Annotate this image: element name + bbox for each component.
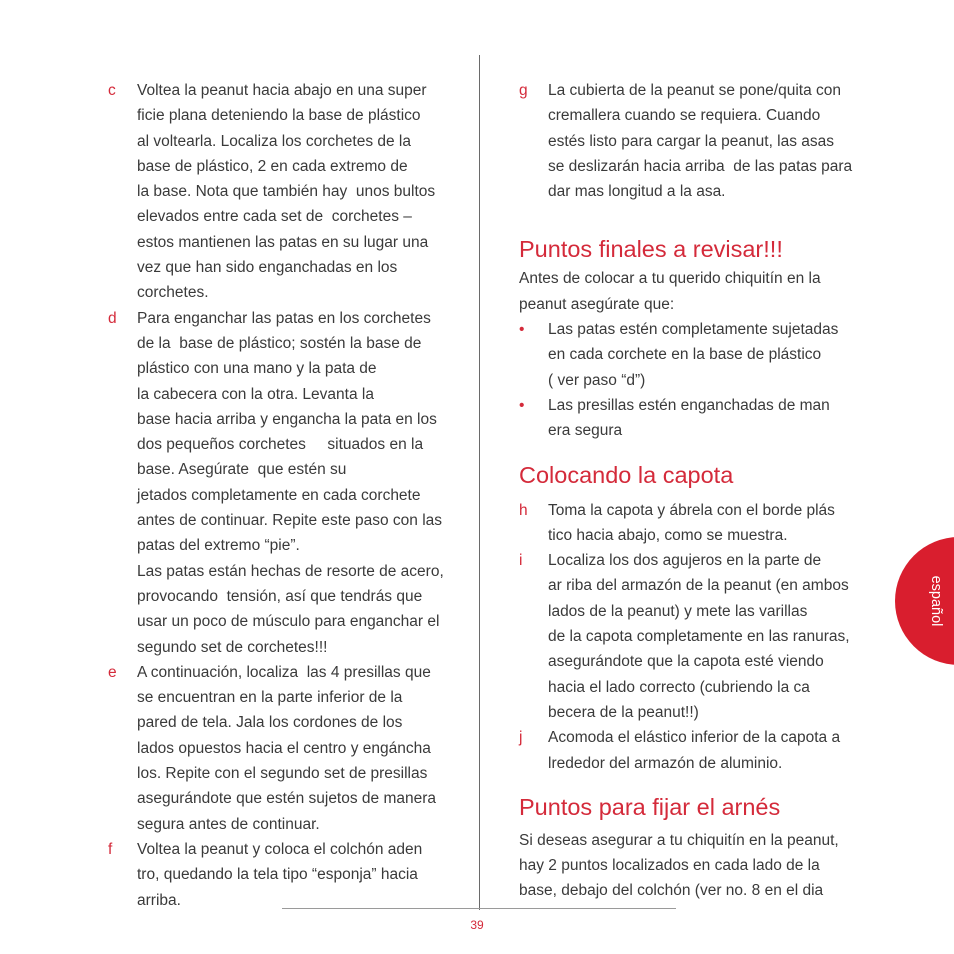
text-line: base, debajo del colchón (ver no. 8 en el dia bbox=[519, 882, 824, 900]
text-line: Toma la capota y ábrela con el borde plás bbox=[548, 501, 835, 519]
text-line: de la capota completamente en las ranuras, bbox=[548, 628, 850, 646]
text-line: cremallera cuando se requiera. Cuando bbox=[548, 107, 821, 125]
bullet-marker: • bbox=[519, 321, 525, 339]
step-marker: d bbox=[108, 309, 117, 327]
step-g bbox=[519, 78, 869, 204]
text-line: becera de la peanut!!) bbox=[548, 703, 699, 721]
step-c bbox=[108, 78, 458, 306]
text-line: hay 2 puntos localizados en cada lado de la bbox=[519, 857, 820, 875]
text-line: Acomoda el elástico inferior de la capota a bbox=[548, 729, 841, 747]
text-line: lados opuestos hacia el centro y engáncha bbox=[137, 739, 431, 757]
left-column bbox=[108, 78, 458, 913]
step-marker: f bbox=[108, 840, 113, 858]
language-tab-label: español bbox=[928, 575, 944, 627]
step-marker: e bbox=[108, 663, 117, 681]
text-line: era segura bbox=[548, 422, 623, 440]
column-divider bbox=[479, 55, 480, 910]
text-line: usar un poco de músculo para enganchar el bbox=[137, 613, 440, 631]
text-line: arriba. bbox=[137, 891, 181, 909]
language-tab bbox=[895, 537, 954, 665]
text-line: ar riba del armazón de la peanut (en ambos bbox=[548, 577, 849, 595]
text-line: Localiza los dos agujeros en la parte de bbox=[548, 552, 822, 570]
page-number: 39 bbox=[470, 918, 484, 932]
text-line: la cabecera con la otra. Levanta la bbox=[137, 385, 374, 403]
step-e bbox=[108, 660, 458, 837]
section-intro bbox=[519, 828, 869, 904]
step-marker: g bbox=[519, 82, 528, 99]
text-line: dar mas longitud a la asa. bbox=[548, 183, 726, 201]
text-line: lrededor del armazón de aluminio. bbox=[548, 754, 783, 772]
text-line: se deslizarán hacia arriba de las patas para bbox=[548, 157, 853, 175]
text-line: corchetes. bbox=[137, 284, 209, 302]
text-line: asegurándote que la capota esté viendo bbox=[548, 653, 824, 671]
right-column bbox=[519, 78, 869, 904]
step-f bbox=[108, 837, 458, 913]
text-line: se encuentran en la parte inferior de la bbox=[137, 689, 403, 707]
text-line: al voltearla. Localiza los corchetes de la bbox=[137, 132, 411, 150]
text-line: Antes de colocar a tu querido chiquitín en la bbox=[519, 270, 821, 288]
bullet-item bbox=[519, 393, 869, 444]
text-line: segundo set de corchetes!!! bbox=[137, 638, 328, 656]
text-line: plástico con una mano y la pata de bbox=[137, 360, 377, 378]
step-j bbox=[519, 725, 869, 776]
text-line: estés listo para cargar la peanut, las asas bbox=[548, 132, 835, 150]
step-marker: i bbox=[519, 552, 523, 570]
step-h bbox=[519, 498, 869, 549]
section-heading-final-checks: Puntos finales a revisar!!! bbox=[519, 236, 783, 263]
text-line: los. Repite con el segundo set de presillas bbox=[137, 765, 428, 783]
text-line: lados de la peanut) y mete las varillas bbox=[548, 602, 808, 620]
text-line: antes de continuar. Repite este paso con las bbox=[137, 512, 443, 530]
text-line: tico hacia abajo, como se muestra. bbox=[548, 526, 788, 544]
text-line: pared de tela. Jala los cordones de los bbox=[137, 714, 403, 732]
text-line: Las patas están hechas de resorte de acero, bbox=[137, 562, 444, 580]
text-line: elevados entre cada set de corchetes – bbox=[137, 208, 412, 226]
text-line: vez que han sido enganchadas en los bbox=[137, 259, 398, 277]
section-heading-canopy: Colocando la capota bbox=[519, 461, 734, 488]
text-line: tro, quedando la tela tipo “esponja” hacia bbox=[137, 866, 418, 884]
section-heading-harness: Puntos para fijar el arnés bbox=[519, 793, 781, 820]
step-d bbox=[108, 306, 458, 660]
text-line: provocando tensión, así que tendrás que bbox=[137, 587, 423, 605]
step-marker: h bbox=[519, 501, 528, 519]
text-line: segura antes de continuar. bbox=[137, 815, 320, 833]
text-line: Voltea la peanut hacia abajo en una super bbox=[137, 82, 427, 99]
text-line: La cubierta de la peanut se pone/quita con bbox=[548, 82, 842, 99]
text-line: base hacia arriba y engancha la pata en los bbox=[137, 410, 437, 428]
bullet-marker: • bbox=[519, 396, 525, 414]
text-line: de la base de plástico; sostén la base de bbox=[137, 334, 422, 352]
step-marker: c bbox=[108, 82, 116, 99]
bullet-item bbox=[519, 317, 869, 393]
footer-rule bbox=[282, 908, 676, 909]
text-line: Para enganchar las patas en los corchetes bbox=[137, 309, 431, 327]
text-line: Las presillas estén enganchadas de man bbox=[548, 396, 830, 414]
text-line: ( ver paso “d”) bbox=[548, 371, 646, 389]
text-line: A continuación, localiza las 4 presillas que bbox=[137, 663, 431, 681]
text-line: la base. Nota que también hay unos bultos bbox=[137, 183, 436, 201]
section-intro bbox=[519, 266, 869, 317]
text-line: base de plástico, 2 en cada extremo de bbox=[137, 157, 408, 175]
text-line: peanut asegúrate que: bbox=[519, 295, 675, 313]
text-line: Voltea la peanut y coloca el colchón aden bbox=[137, 840, 423, 858]
text-line: ficie plana deteniendo la base de plástico bbox=[137, 107, 421, 125]
text-line: Las patas estén completamente sujetadas bbox=[548, 321, 839, 339]
text-line: Si deseas asegurar a tu chiquitín en la peanut, bbox=[519, 831, 839, 849]
text-line: dos pequeños corchetes situados en la bbox=[137, 436, 424, 454]
text-line: hacia el lado correcto (cubriendo la ca bbox=[548, 678, 810, 696]
text-line: base. Asegúrate que estén su bbox=[137, 461, 347, 479]
text-line: jetados completamente en cada corchete bbox=[137, 486, 421, 504]
text-line: asegurándote que estén sujetos de manera bbox=[137, 790, 437, 808]
text-line: estos mantienen las patas en su lugar una bbox=[137, 233, 429, 251]
step-i bbox=[519, 548, 869, 725]
text-line: en cada corchete en la base de plástico bbox=[548, 346, 822, 364]
text-line: patas del extremo “pie”. bbox=[137, 537, 300, 555]
step-marker: j bbox=[519, 729, 523, 747]
